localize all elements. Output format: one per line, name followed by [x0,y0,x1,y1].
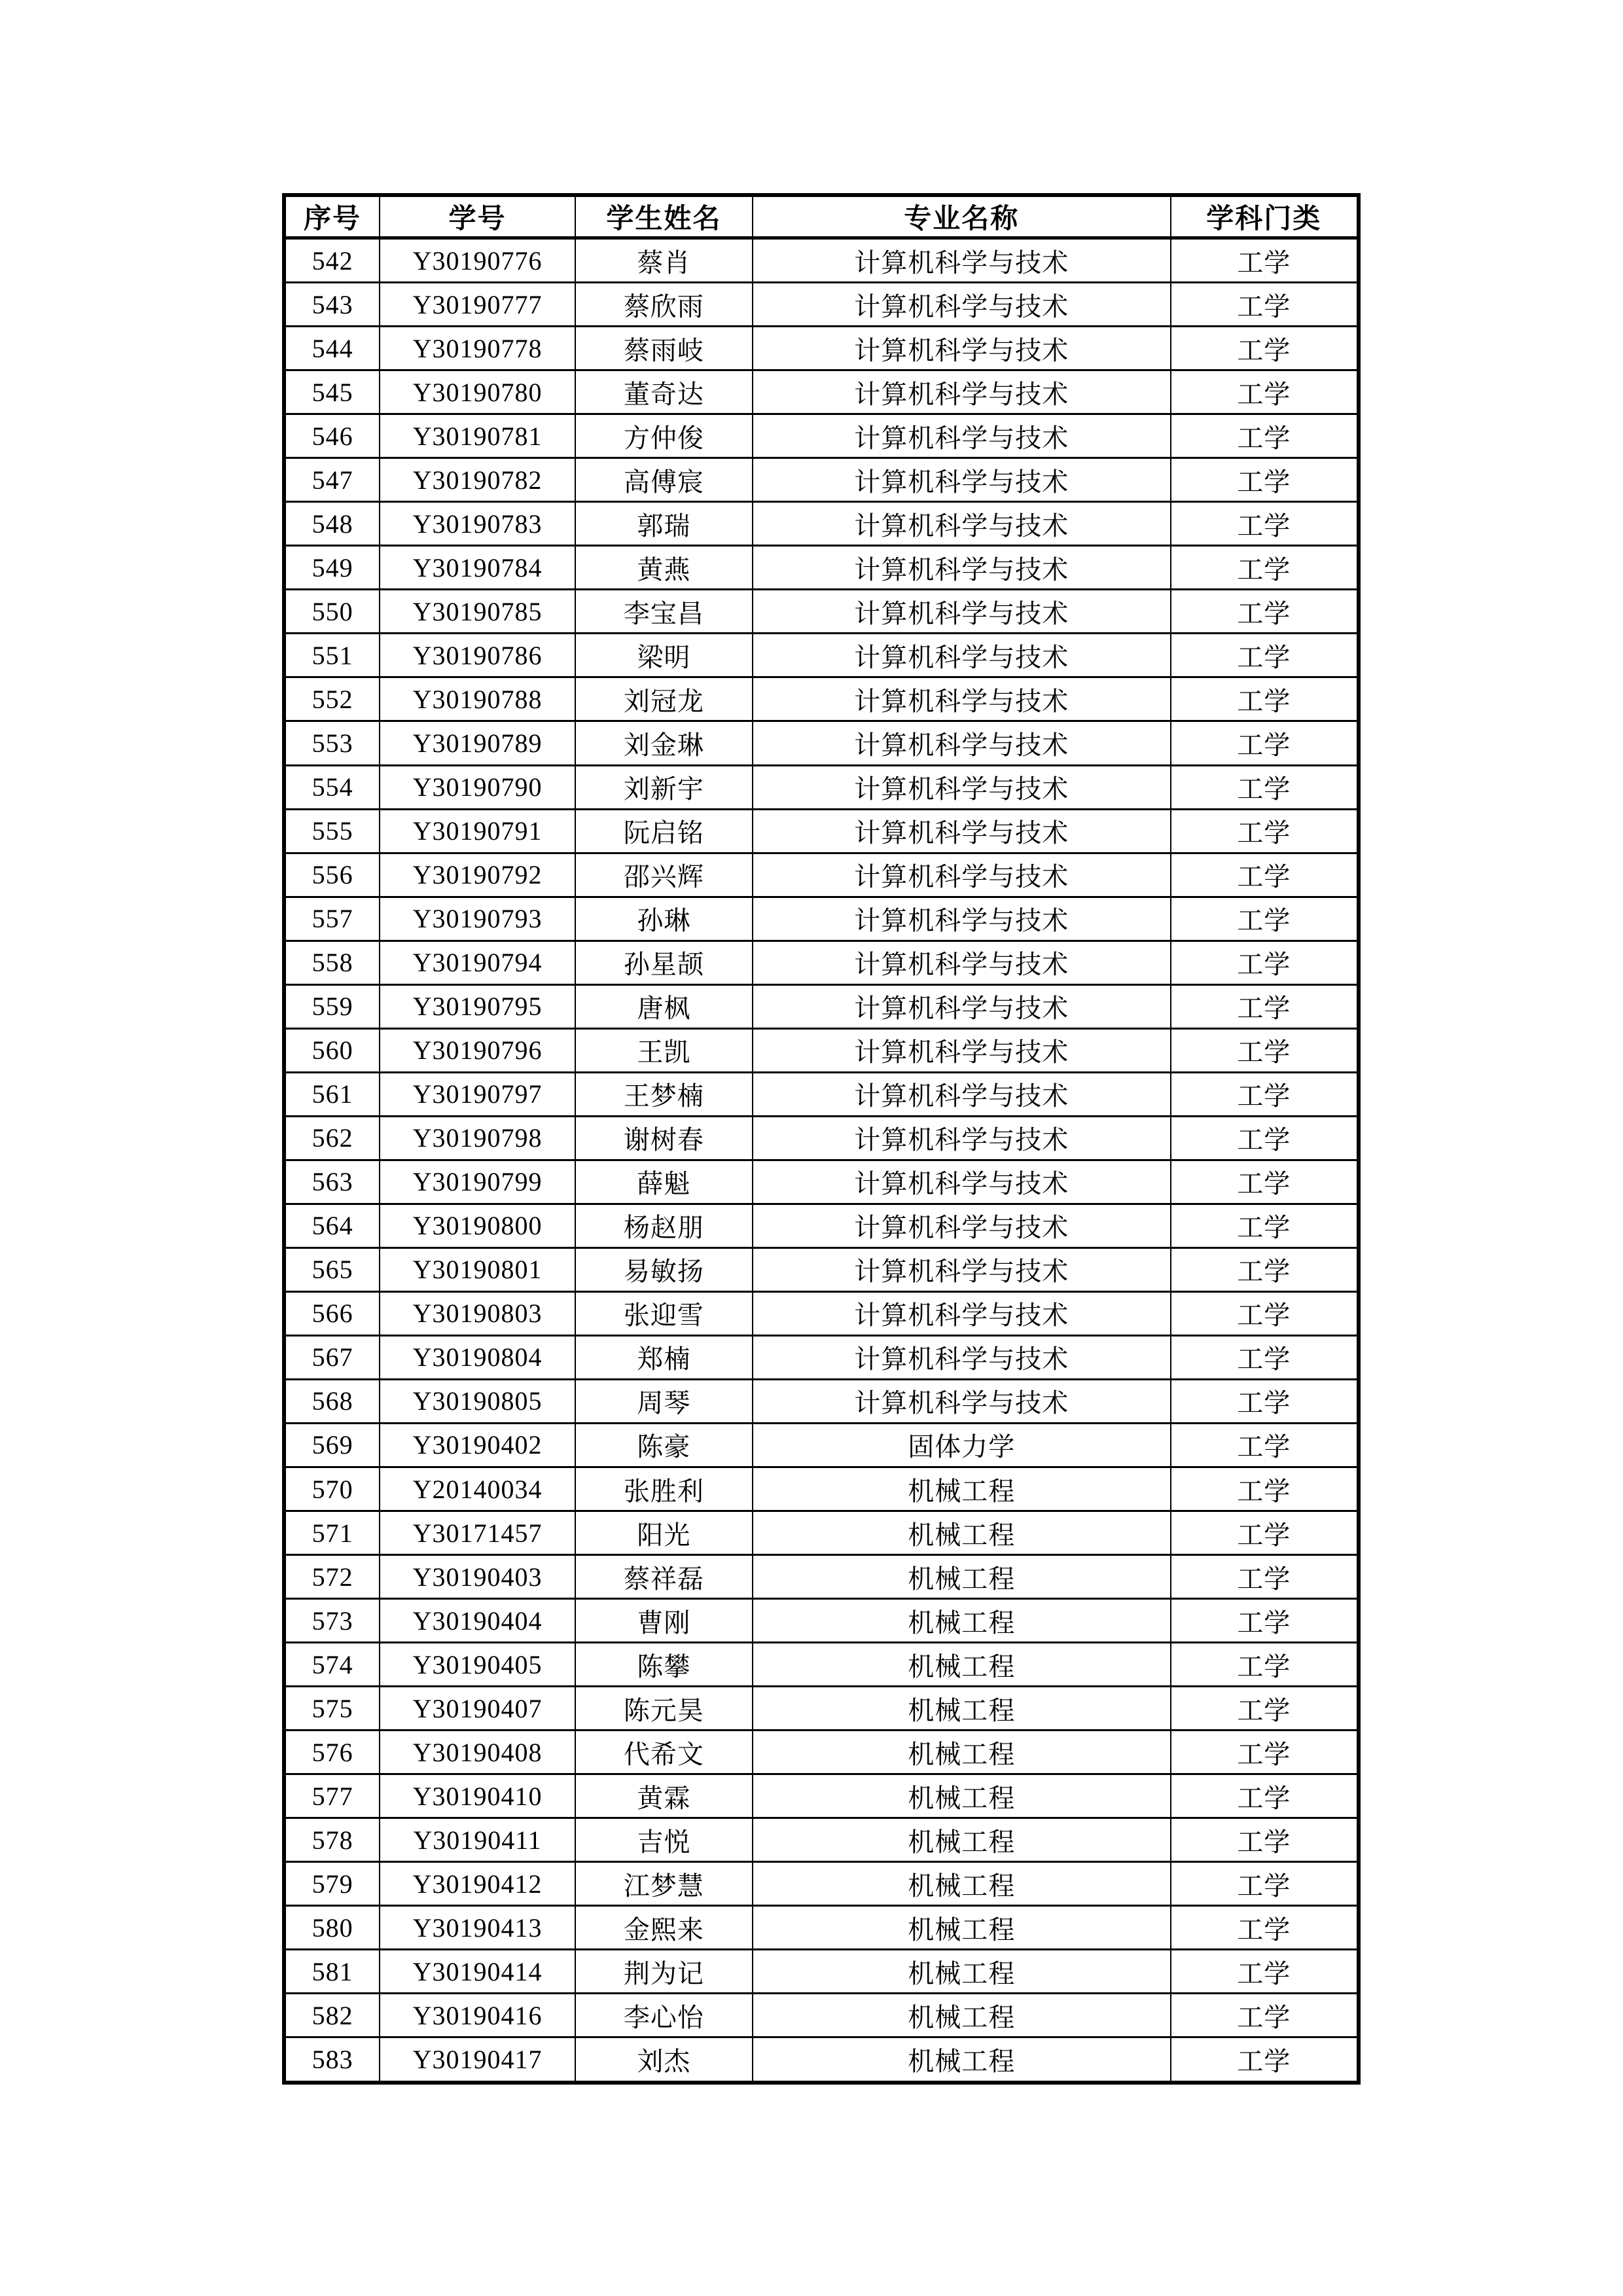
major-cell: 计算机科学与技术 [753,677,1171,721]
serial-cell: 546 [284,414,380,458]
discipline-cell: 工学 [1171,984,1359,1028]
discipline-cell: 工学 [1171,941,1359,984]
student-name-cell: 蔡雨岐 [575,327,753,370]
major-cell: 计算机科学与技术 [753,414,1171,458]
student-id-cell: Y30190803 [380,1291,575,1335]
serial-cell: 566 [284,1291,380,1335]
table-row [284,721,1359,765]
student-id-cell: Y30190786 [380,634,575,677]
major-cell: 计算机科学与技术 [753,1072,1171,1116]
student-id-cell: Y30190788 [380,677,575,721]
student-id-cell: Y30190783 [380,502,575,546]
discipline-cell: 工学 [1171,1687,1359,1731]
student-id-cell: Y30190777 [380,283,575,327]
table-body [284,238,1359,2083]
discipline-cell: 工学 [1171,1247,1359,1291]
discipline-cell: 工学 [1171,1818,1359,1862]
student-name-cell: 方仲俊 [575,414,753,458]
student-name-cell: 邵兴辉 [575,853,753,897]
student-id-cell: Y30190781 [380,414,575,458]
student-table [282,193,1361,2085]
table-row [284,458,1359,502]
student-id-cell: Y30190790 [380,765,575,809]
discipline-cell: 工学 [1171,809,1359,853]
table-row [284,853,1359,897]
student-name-cell: 孙星颉 [575,941,753,984]
student-name-cell: 高傅宸 [575,458,753,502]
discipline-cell: 工学 [1171,721,1359,765]
table-row [284,370,1359,414]
serial-cell: 560 [284,1028,380,1072]
serial-cell: 572 [284,1555,380,1599]
discipline-cell: 工学 [1171,853,1359,897]
student-name-cell: 杨赵朋 [575,1204,753,1247]
student-id-cell: Y30190407 [380,1687,575,1731]
table-row [284,1511,1359,1555]
serial-cell: 573 [284,1599,380,1643]
discipline-cell: 工学 [1171,1423,1359,1467]
serial-cell: 542 [284,238,380,283]
major-cell: 机械工程 [753,1555,1171,1599]
student-id-cell: Y30190805 [380,1379,575,1423]
student-name-cell: 曹刚 [575,1599,753,1643]
student-id-cell: Y30190794 [380,941,575,984]
student-id-cell: Y30190403 [380,1555,575,1599]
table-row [284,546,1359,590]
discipline-cell: 工学 [1171,765,1359,809]
table-row [284,1291,1359,1335]
table-row [284,1423,1359,1467]
discipline-cell: 工学 [1171,370,1359,414]
discipline-cell: 工学 [1171,1291,1359,1335]
student-name-cell: 陈攀 [575,1643,753,1687]
major-cell: 机械工程 [753,1906,1171,1950]
table-row [284,502,1359,546]
table-row [284,1774,1359,1818]
serial-cell: 578 [284,1818,380,1862]
major-cell: 计算机科学与技术 [753,238,1171,283]
major-cell: 计算机科学与技术 [753,370,1171,414]
discipline-cell: 工学 [1171,458,1359,502]
major-cell: 计算机科学与技术 [753,984,1171,1028]
student-name-cell: 谢树春 [575,1116,753,1160]
student-name-cell: 金熙来 [575,1906,753,1950]
table-row [284,941,1359,984]
discipline-cell: 工学 [1171,1204,1359,1247]
student-name-cell: 郭瑞 [575,502,753,546]
student-id-cell: Y30190778 [380,327,575,370]
major-cell: 计算机科学与技术 [753,1160,1171,1204]
student-id-cell: Y30190799 [380,1160,575,1204]
column-header-major-cell: 专业名称 [753,195,1171,238]
discipline-cell: 工学 [1171,1643,1359,1687]
serial-cell: 579 [284,1862,380,1906]
student-name-cell: 黄霖 [575,1774,753,1818]
major-cell: 机械工程 [753,1599,1171,1643]
discipline-cell: 工学 [1171,546,1359,590]
column-header-student-id-cell: 学号 [380,195,575,238]
table-row [284,1862,1359,1906]
table-row [284,1335,1359,1379]
discipline-cell: 工学 [1171,1906,1359,1950]
serial-cell: 574 [284,1643,380,1687]
student-id-cell: Y20140034 [380,1467,575,1511]
discipline-cell: 工学 [1171,327,1359,370]
major-cell: 计算机科学与技术 [753,1291,1171,1335]
major-cell: 计算机科学与技术 [753,809,1171,853]
student-id-cell: Y30190414 [380,1950,575,1994]
table-row [284,1028,1359,1072]
student-name-cell: 江梦慧 [575,1862,753,1906]
discipline-cell: 工学 [1171,1511,1359,1555]
major-cell: 计算机科学与技术 [753,283,1171,327]
discipline-cell: 工学 [1171,1467,1359,1511]
major-cell: 机械工程 [753,1862,1171,1906]
student-id-cell: Y30190789 [380,721,575,765]
serial-cell: 581 [284,1950,380,1994]
student-id-cell: Y30190412 [380,1862,575,1906]
table-row [284,897,1359,941]
student-name-cell: 李心怡 [575,1994,753,2037]
student-id-cell: Y30190402 [380,1423,575,1467]
discipline-cell: 工学 [1171,1731,1359,1774]
table-row [284,1204,1359,1247]
column-header-discipline-cell: 学科门类 [1171,195,1359,238]
table-header [284,195,1359,238]
serial-cell: 550 [284,590,380,634]
table-row [284,984,1359,1028]
student-id-cell: Y30190410 [380,1774,575,1818]
serial-cell: 548 [284,502,380,546]
student-name-cell: 张胜利 [575,1467,753,1511]
major-cell: 计算机科学与技术 [753,721,1171,765]
student-id-cell: Y30190797 [380,1072,575,1116]
student-id-cell: Y30190804 [380,1335,575,1379]
table-row [284,1906,1359,1950]
discipline-cell: 工学 [1171,634,1359,677]
student-name-cell: 阮启铭 [575,809,753,853]
student-id-cell: Y30190785 [380,590,575,634]
student-id-cell: Y30190798 [380,1116,575,1160]
student-name-cell: 陈元昊 [575,1687,753,1731]
major-cell: 计算机科学与技术 [753,897,1171,941]
serial-cell: 554 [284,765,380,809]
serial-cell: 555 [284,809,380,853]
student-name-cell: 唐枫 [575,984,753,1028]
discipline-cell: 工学 [1171,414,1359,458]
discipline-cell: 工学 [1171,897,1359,941]
student-name-cell: 刘金琳 [575,721,753,765]
table-row [284,1687,1359,1731]
student-id-cell: Y30190795 [380,984,575,1028]
student-id-cell: Y30190408 [380,1731,575,1774]
serial-cell: 570 [284,1467,380,1511]
discipline-cell: 工学 [1171,1160,1359,1204]
student-id-cell: Y30190780 [380,370,575,414]
student-name-cell: 蔡祥磊 [575,1555,753,1599]
table-row [284,809,1359,853]
table-row [284,765,1359,809]
student-name-cell: 陈豪 [575,1423,753,1467]
serial-cell: 568 [284,1379,380,1423]
major-cell: 机械工程 [753,2037,1171,2083]
discipline-cell: 工学 [1171,1950,1359,1994]
student-id-cell: Y30190801 [380,1247,575,1291]
discipline-cell: 工学 [1171,238,1359,283]
serial-cell: 558 [284,941,380,984]
student-id-cell: Y30190776 [380,238,575,283]
serial-cell: 551 [284,634,380,677]
student-name-cell: 吉悦 [575,1818,753,1862]
serial-cell: 571 [284,1511,380,1555]
table-row [284,1731,1359,1774]
student-name-cell: 李宝昌 [575,590,753,634]
table-row [284,634,1359,677]
serial-cell: 575 [284,1687,380,1731]
serial-cell: 582 [284,1994,380,2037]
student-id-cell: Y30190800 [380,1204,575,1247]
table-row [284,238,1359,283]
major-cell: 机械工程 [753,1731,1171,1774]
student-name-cell: 孙琳 [575,897,753,941]
serial-cell: 543 [284,283,380,327]
serial-cell: 559 [284,984,380,1028]
student-id-cell: Y30171457 [380,1511,575,1555]
major-cell: 计算机科学与技术 [753,1116,1171,1160]
discipline-cell: 工学 [1171,1116,1359,1160]
student-name-cell: 蔡欣雨 [575,283,753,327]
major-cell: 机械工程 [753,1950,1171,1994]
major-cell: 计算机科学与技术 [753,327,1171,370]
table-row [284,1950,1359,1994]
table-row [284,1994,1359,2037]
serial-cell: 544 [284,327,380,370]
header-row [284,195,1359,238]
major-cell: 计算机科学与技术 [753,1379,1171,1423]
serial-cell: 547 [284,458,380,502]
student-id-cell: Y30190792 [380,853,575,897]
student-table-container [282,193,1361,2085]
major-cell: 计算机科学与技术 [753,502,1171,546]
table-row [284,1599,1359,1643]
discipline-cell: 工学 [1171,1555,1359,1599]
major-cell: 计算机科学与技术 [753,1247,1171,1291]
student-name-cell: 董奇达 [575,370,753,414]
serial-cell: 549 [284,546,380,590]
student-id-cell: Y30190784 [380,546,575,590]
student-name-cell: 刘杰 [575,2037,753,2083]
student-name-cell: 王凯 [575,1028,753,1072]
discipline-cell: 工学 [1171,677,1359,721]
student-name-cell: 蔡肖 [575,238,753,283]
discipline-cell: 工学 [1171,1994,1359,2037]
discipline-cell: 工学 [1171,1774,1359,1818]
table-row [284,1818,1359,1862]
table-row [284,1116,1359,1160]
student-name-cell: 代希文 [575,1731,753,1774]
table-row [284,1555,1359,1599]
major-cell: 固体力学 [753,1423,1171,1467]
major-cell: 机械工程 [753,1687,1171,1731]
student-name-cell: 刘新宇 [575,765,753,809]
serial-cell: 583 [284,2037,380,2083]
serial-cell: 567 [284,1335,380,1379]
serial-cell: 576 [284,1731,380,1774]
student-id-cell: Y30190405 [380,1643,575,1687]
major-cell: 机械工程 [753,1994,1171,2037]
student-name-cell: 郑楠 [575,1335,753,1379]
major-cell: 机械工程 [753,1818,1171,1862]
discipline-cell: 工学 [1171,1335,1359,1379]
student-name-cell: 周琴 [575,1379,753,1423]
serial-cell: 564 [284,1204,380,1247]
student-id-cell: Y30190417 [380,2037,575,2083]
major-cell: 计算机科学与技术 [753,458,1171,502]
discipline-cell: 工学 [1171,1379,1359,1423]
column-header-serial-cell: 序号 [284,195,380,238]
student-name-cell: 薛魁 [575,1160,753,1204]
table-row [284,1643,1359,1687]
serial-cell: 545 [284,370,380,414]
student-id-cell: Y30190404 [380,1599,575,1643]
table-row [284,1160,1359,1204]
discipline-cell: 工学 [1171,502,1359,546]
major-cell: 机械工程 [753,1774,1171,1818]
major-cell: 机械工程 [753,1467,1171,1511]
student-id-cell: Y30190413 [380,1906,575,1950]
student-name-cell: 荆为记 [575,1950,753,1994]
serial-cell: 557 [284,897,380,941]
table-row [284,1072,1359,1116]
serial-cell: 569 [284,1423,380,1467]
discipline-cell: 工学 [1171,1028,1359,1072]
serial-cell: 561 [284,1072,380,1116]
serial-cell: 577 [284,1774,380,1818]
table-row [284,1247,1359,1291]
major-cell: 计算机科学与技术 [753,634,1171,677]
student-name-cell: 梁明 [575,634,753,677]
major-cell: 计算机科学与技术 [753,546,1171,590]
serial-cell: 556 [284,853,380,897]
table-row [284,283,1359,327]
serial-cell: 563 [284,1160,380,1204]
student-id-cell: Y30190416 [380,1994,575,2037]
serial-cell: 552 [284,677,380,721]
student-name-cell: 王梦楠 [575,1072,753,1116]
table-row [284,414,1359,458]
major-cell: 计算机科学与技术 [753,1204,1171,1247]
student-id-cell: Y30190411 [380,1818,575,1862]
student-id-cell: Y30190793 [380,897,575,941]
table-row [284,1379,1359,1423]
major-cell: 计算机科学与技术 [753,941,1171,984]
major-cell: 计算机科学与技术 [753,765,1171,809]
serial-cell: 580 [284,1906,380,1950]
serial-cell: 562 [284,1116,380,1160]
student-name-cell: 刘冠龙 [575,677,753,721]
table-row [284,2037,1359,2083]
discipline-cell: 工学 [1171,1599,1359,1643]
student-name-cell: 阳光 [575,1511,753,1555]
table-row [284,590,1359,634]
discipline-cell: 工学 [1171,2037,1359,2083]
student-id-cell: Y30190782 [380,458,575,502]
discipline-cell: 工学 [1171,590,1359,634]
major-cell: 计算机科学与技术 [753,1335,1171,1379]
table-row [284,677,1359,721]
discipline-cell: 工学 [1171,1072,1359,1116]
major-cell: 机械工程 [753,1511,1171,1555]
major-cell: 机械工程 [753,1643,1171,1687]
major-cell: 计算机科学与技术 [753,1028,1171,1072]
major-cell: 计算机科学与技术 [753,853,1171,897]
serial-cell: 553 [284,721,380,765]
student-name-cell: 黄燕 [575,546,753,590]
major-cell: 计算机科学与技术 [753,590,1171,634]
column-header-student-name-cell: 学生姓名 [575,195,753,238]
student-name-cell: 易敏扬 [575,1247,753,1291]
serial-cell: 565 [284,1247,380,1291]
table-row [284,327,1359,370]
student-name-cell: 张迎雪 [575,1291,753,1335]
student-id-cell: Y30190791 [380,809,575,853]
discipline-cell: 工学 [1171,1862,1359,1906]
discipline-cell: 工学 [1171,283,1359,327]
student-id-cell: Y30190796 [380,1028,575,1072]
table-row [284,1467,1359,1511]
